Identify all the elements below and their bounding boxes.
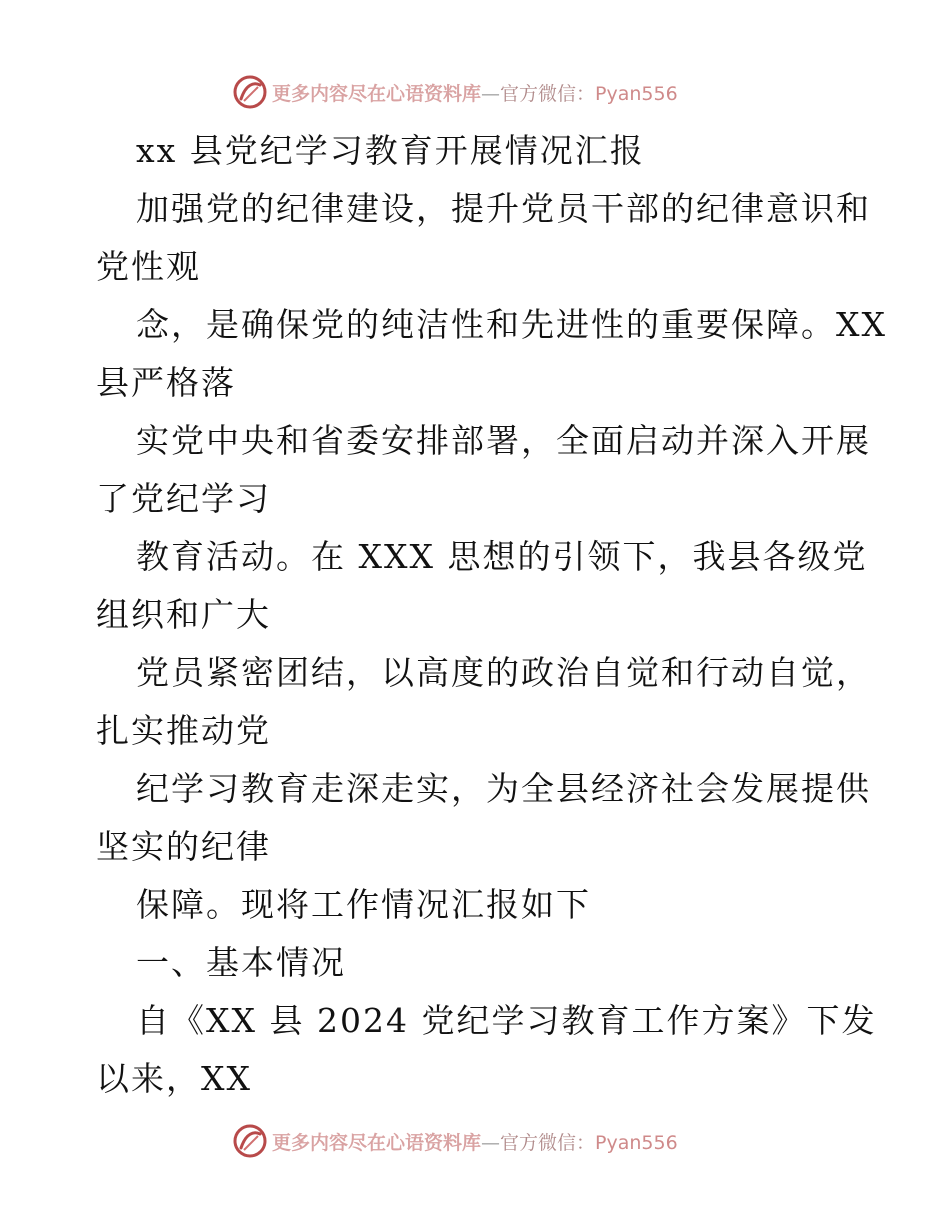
paragraph-line: 实党中央和省委安排部署，全面启动并深入开展 bbox=[136, 421, 871, 460]
paragraph-line: 了党纪学习 bbox=[96, 479, 271, 518]
paragraph-line: 加强党的纪律建设，提升党员干部的纪律意识和 bbox=[136, 189, 871, 228]
watermark-main-text: 更多内容尽在心语资料库 bbox=[272, 1131, 482, 1154]
footer-watermark bbox=[232, 1121, 752, 1161]
document-title: xx 县党纪学习教育开展情况汇报 bbox=[136, 131, 645, 170]
paragraph-line: 纪学习教育走深走实，为全县经济社会发展提供 bbox=[136, 769, 871, 808]
paragraph-line: 念，是确保党的纯洁性和先进性的重要保障。XX bbox=[136, 305, 887, 344]
watermark-sub-text: 官方微信： bbox=[500, 1131, 596, 1154]
section-heading: 一、基本情况 bbox=[136, 943, 346, 982]
watermark-sub-text: 官方微信： bbox=[500, 82, 596, 105]
paragraph-line: 以来，XX bbox=[96, 1059, 252, 1098]
watermark-dash: — bbox=[481, 1131, 501, 1154]
paragraph-line: 教育活动。在 XXX 思想的引领下，我县各级党 bbox=[136, 537, 868, 576]
paragraph-line: 保障。现将工作情况汇报如下 bbox=[136, 885, 591, 924]
paragraph-line: 坚实的纪律 bbox=[96, 827, 271, 866]
paragraph-line: 组织和广大 bbox=[96, 595, 271, 634]
watermark-id: Pyan556 bbox=[595, 82, 678, 105]
paragraph-line: 党员紧密团结，以高度的政治自觉和行动自觉， bbox=[136, 653, 871, 692]
header-watermark bbox=[232, 72, 752, 112]
paragraph-line: 扎实推动党 bbox=[96, 711, 271, 750]
paragraph-line: 党性观 bbox=[96, 247, 201, 286]
paragraph-line: 自《XX 县 2024 党纪学习教育工作方案》下发 bbox=[136, 1001, 877, 1040]
watermark-dash: — bbox=[481, 82, 501, 105]
paragraph-line: 县严格落 bbox=[96, 363, 236, 402]
seal-logo-icon bbox=[232, 1123, 268, 1159]
document-body bbox=[96, 122, 887, 1108]
watermark-id: Pyan556 bbox=[595, 1131, 678, 1154]
watermark-main-text: 更多内容尽在心语资料库 bbox=[272, 82, 482, 105]
seal-logo-icon bbox=[232, 74, 268, 110]
